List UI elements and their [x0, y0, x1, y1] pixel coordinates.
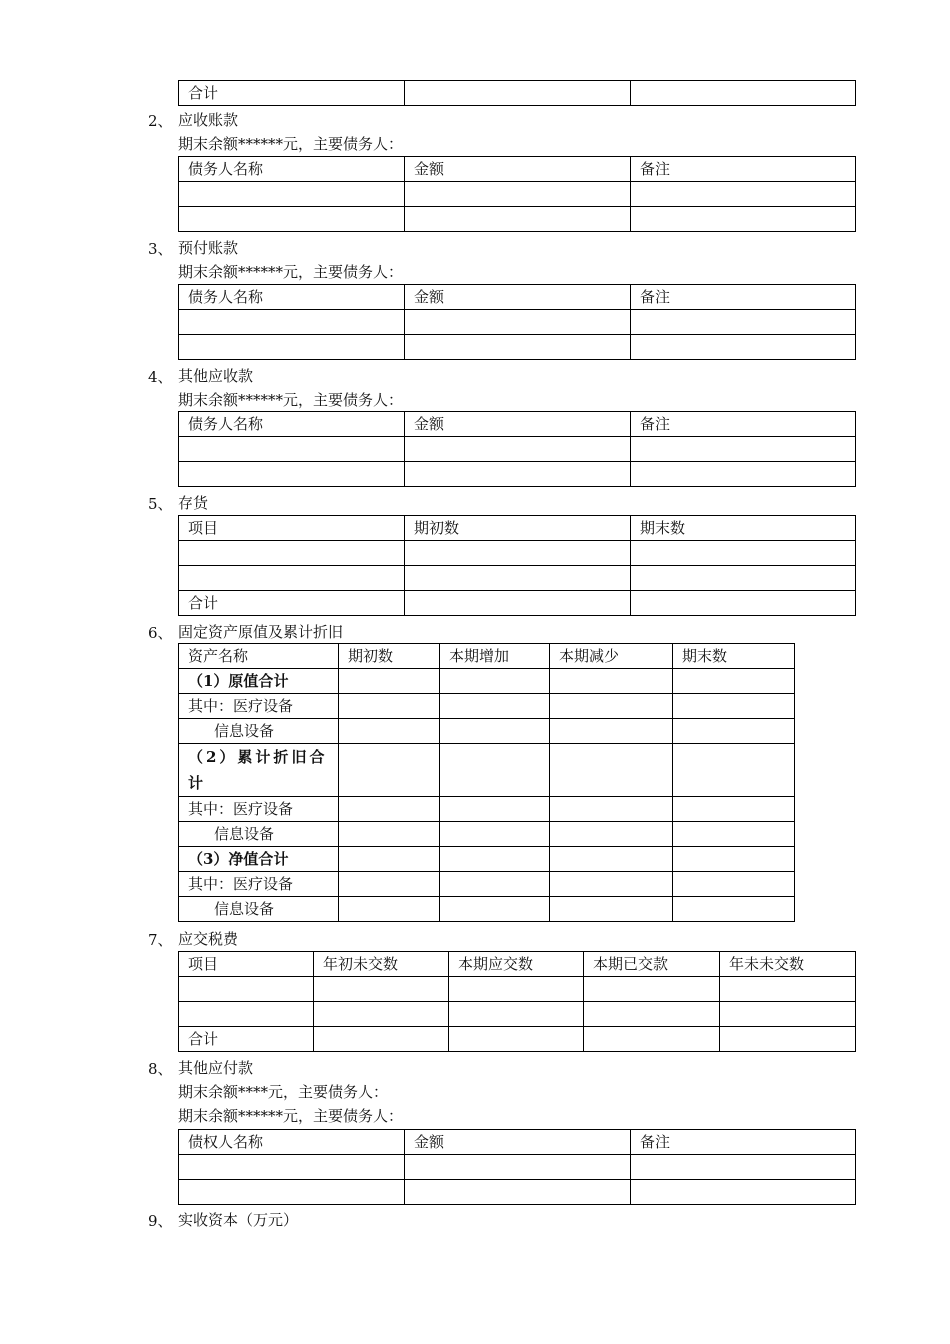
table-cell: [339, 872, 440, 897]
section-number: 5、: [148, 495, 173, 513]
table-row: [179, 437, 856, 462]
column-header: 债务人名称: [179, 412, 405, 437]
table-cell: [405, 437, 631, 462]
table-cell: [339, 694, 440, 719]
table-row: [179, 1027, 856, 1052]
table-cell: [673, 897, 795, 922]
table-cell: [405, 335, 631, 360]
table-cell: [440, 822, 550, 847]
table-row: [179, 310, 856, 335]
column-header: 金额: [405, 1130, 631, 1155]
column-header: 债权人名称: [179, 1130, 405, 1155]
column-header: 备注: [631, 412, 856, 437]
section-title: 其他应收款: [178, 367, 254, 385]
table-cell: [631, 182, 856, 207]
row-label: （2）累计折旧合计: [179, 744, 339, 797]
table-cell: [673, 744, 795, 797]
section-number: 4、: [148, 368, 173, 386]
table-cell: [179, 541, 405, 566]
table-cell: [440, 694, 550, 719]
table-cell: [179, 462, 405, 487]
table-cell: [584, 1002, 720, 1027]
table-cell: [631, 1155, 856, 1180]
table-cell: [673, 669, 795, 694]
table-cell: [405, 207, 631, 232]
table-cell: [720, 977, 856, 1002]
table-header-row: [179, 1130, 856, 1155]
table-row: [179, 797, 795, 822]
table-row: [179, 872, 795, 897]
receivables-table: [178, 156, 856, 232]
column-header: 本期增加: [440, 644, 550, 669]
table-cell: [440, 744, 550, 797]
section-note: 期末余额******元，主要债务人：: [178, 391, 404, 409]
table-cell: [720, 1002, 856, 1027]
table-cell: [179, 437, 405, 462]
table-cell: [405, 462, 631, 487]
table-cell: [550, 694, 673, 719]
table-cell: [631, 566, 856, 591]
section-number: 3、: [148, 240, 173, 258]
taxes-payable-table: [178, 951, 856, 1052]
column-header: 金额: [405, 412, 631, 437]
section-title: 存货: [178, 494, 209, 512]
table-header-row: [179, 516, 856, 541]
table-cell: [179, 335, 405, 360]
column-header: 期初数: [339, 644, 440, 669]
table-cell: [550, 669, 673, 694]
table-row: [179, 822, 795, 847]
table-cell: [314, 1002, 449, 1027]
table-cell: [440, 897, 550, 922]
table-row: [179, 847, 795, 872]
table-cell: [179, 310, 405, 335]
other-payables-table: [178, 1129, 856, 1205]
table-row: [179, 1180, 856, 1205]
table-cell: [550, 744, 673, 797]
table-cell: [631, 207, 856, 232]
table-cell: [179, 182, 405, 207]
section-note: 期末余额******元，主要债务人：: [178, 263, 404, 281]
table-row: [179, 81, 856, 106]
section-note: 期末余额****元，主要债务人：: [178, 1083, 389, 1101]
table-header-row: [179, 157, 856, 182]
table-cell: [673, 822, 795, 847]
section-title: 应交税费: [178, 930, 239, 948]
table-cell: [314, 1027, 449, 1052]
table-cell: [179, 1155, 405, 1180]
table-cell: [440, 847, 550, 872]
table-cell: [673, 797, 795, 822]
table-cell: [440, 719, 550, 744]
table-row: [179, 744, 795, 797]
table-cell: [550, 872, 673, 897]
section-title: 固定资产原值及累计折旧: [178, 623, 344, 641]
table-cell: [179, 977, 314, 1002]
table-cell: [405, 541, 631, 566]
column-header: 资产名称: [179, 644, 339, 669]
table-cell: [405, 566, 631, 591]
table-cell: [673, 694, 795, 719]
table-cell: [179, 1002, 314, 1027]
other-receivables-table: [178, 411, 856, 487]
prepayments-table: [178, 284, 856, 360]
table-cell: 合计: [179, 591, 405, 616]
table-cell: [440, 797, 550, 822]
table-cell: [179, 566, 405, 591]
column-header: 债务人名称: [179, 157, 405, 182]
table-row: [179, 207, 856, 232]
table-cell: [339, 822, 440, 847]
column-header: 本期应交数: [449, 952, 584, 977]
row-label: （1）原值合计: [179, 669, 339, 694]
section-note: 期末余额******元，主要债务人：: [178, 135, 404, 153]
table-cell: [339, 797, 440, 822]
table-header-row: [179, 285, 856, 310]
section-title: 应收账款: [178, 111, 239, 129]
column-header: 期末数: [673, 644, 795, 669]
table-row: [179, 462, 856, 487]
column-header: 备注: [631, 285, 856, 310]
column-header: 年初未交数: [314, 952, 449, 977]
table-row: [179, 669, 795, 694]
row-label: 其中：医疗设备: [179, 797, 339, 822]
table-cell: [440, 872, 550, 897]
column-header: 金额: [405, 157, 631, 182]
section-number: 7、: [148, 931, 173, 949]
table-cell: [631, 591, 856, 616]
table-row: [179, 977, 856, 1002]
table-row: [179, 541, 856, 566]
section-number: 9、: [148, 1212, 173, 1230]
table-cell: [405, 310, 631, 335]
top-table: [178, 80, 856, 106]
table-cell: [449, 1002, 584, 1027]
table-cell: [314, 977, 449, 1002]
row-label: 信息设备: [179, 897, 339, 922]
table-cell: [673, 847, 795, 872]
table-cell: [405, 1180, 631, 1205]
row-label: （3）净值合计: [179, 847, 339, 872]
column-header: 项目: [179, 516, 405, 541]
table-cell: [339, 669, 440, 694]
table-header-row: [179, 412, 856, 437]
table-cell: [449, 1027, 584, 1052]
row-label: 信息设备: [179, 719, 339, 744]
table-row: [179, 897, 795, 922]
table-row: [179, 566, 856, 591]
section-number: 2、: [148, 112, 173, 130]
table-cell: [584, 977, 720, 1002]
table-row: [179, 182, 856, 207]
table-cell: [550, 797, 673, 822]
column-header: 期末数: [631, 516, 856, 541]
table-cell: [631, 1180, 856, 1205]
table-header-row: [179, 644, 795, 669]
section-title: 其他应付款: [178, 1059, 254, 1077]
column-header: 项目: [179, 952, 314, 977]
table-cell: [550, 719, 673, 744]
table-cell: [631, 335, 856, 360]
table-cell: [550, 847, 673, 872]
column-header: 年未未交数: [720, 952, 856, 977]
table-cell: [673, 872, 795, 897]
table-row: [179, 1002, 856, 1027]
column-header: 债务人名称: [179, 285, 405, 310]
table-row: [179, 591, 856, 616]
table-cell: [631, 81, 856, 106]
table-cell: [339, 897, 440, 922]
table-row: [179, 1155, 856, 1180]
table-cell: [673, 719, 795, 744]
table-row: [179, 335, 856, 360]
inventory-table: [178, 515, 856, 616]
table-cell: [339, 847, 440, 872]
column-header: 本期已交款: [584, 952, 720, 977]
table-cell: [550, 897, 673, 922]
table-cell: [720, 1027, 856, 1052]
table-cell: [631, 437, 856, 462]
table-row: [179, 719, 795, 744]
table-cell: [449, 977, 584, 1002]
table-header-row: [179, 952, 856, 977]
table-cell: [405, 591, 631, 616]
table-cell: [440, 669, 550, 694]
table-cell: [179, 207, 405, 232]
table-cell: [550, 822, 673, 847]
table-cell: [631, 310, 856, 335]
table-cell: [339, 719, 440, 744]
table-cell: [631, 541, 856, 566]
table-cell: [405, 182, 631, 207]
row-label: 其中：医疗设备: [179, 872, 339, 897]
table-cell: [405, 1155, 631, 1180]
table-cell: [584, 1027, 720, 1052]
table-cell: 合计: [179, 1027, 314, 1052]
table-cell: [405, 81, 631, 106]
column-header: 备注: [631, 1130, 856, 1155]
column-header: 备注: [631, 157, 856, 182]
row-label: 信息设备: [179, 822, 339, 847]
section-title: 预付账款: [178, 239, 239, 257]
column-header: 金额: [405, 285, 631, 310]
section-note: 期末余额******元，主要债务人：: [178, 1107, 404, 1125]
table-cell: 合计: [179, 81, 405, 106]
table-cell: [631, 462, 856, 487]
section-number: 6、: [148, 624, 173, 642]
section-title: 实收资本（万元）: [178, 1211, 299, 1229]
column-header: 本期减少: [550, 644, 673, 669]
table-row: [179, 694, 795, 719]
table-cell: [179, 1180, 405, 1205]
row-label: 其中：医疗设备: [179, 694, 339, 719]
column-header: 期初数: [405, 516, 631, 541]
section-number: 8、: [148, 1060, 173, 1078]
fixed-assets-table: [178, 643, 795, 922]
table-cell: [339, 744, 440, 797]
